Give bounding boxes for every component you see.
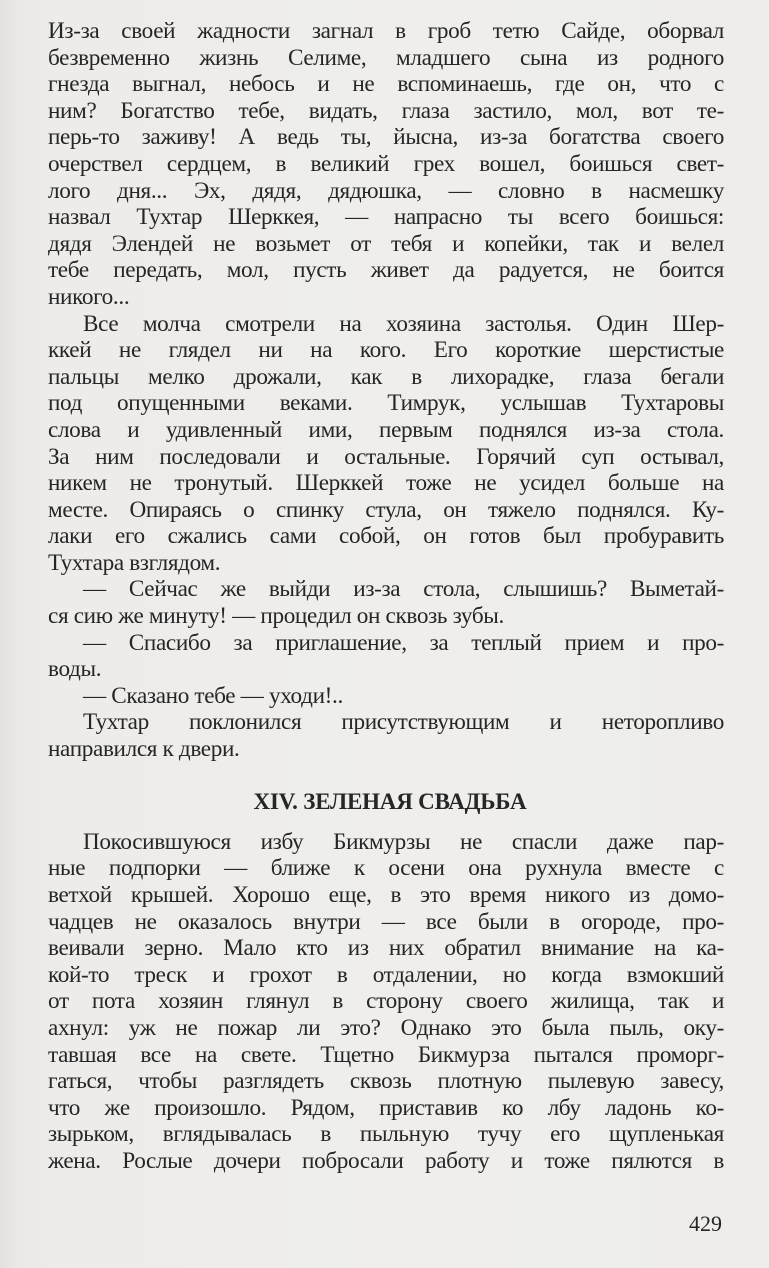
text-line: никого...	[48, 283, 130, 310]
text-line: гаться, чтобы разглядеть сквозь плотную пылевую завесу,	[48, 1068, 724, 1095]
text-line: ся сию же минуту! — процедил он сквозь зубы.	[48, 603, 504, 630]
text-line: Все молча смотрели на хозяина застолья. Один Шер-	[83, 310, 724, 337]
text-line: безвременно жизнь Селиме, младшего сына из родного	[48, 44, 724, 71]
text-line: ветхой крышей. Хорошо еще, в это время никого из домо-	[48, 882, 724, 908]
text-line: Покосившуюся избу Бикмурзы не спасли даже пар-	[83, 828, 724, 855]
text-line: Из-за своей жадности загнал в гроб тетю Сайде, оборвал	[48, 18, 724, 44]
chapter-heading: XIV. ЗЕЛЕНАЯ СВАДЬБА	[253, 789, 527, 815]
text-line: чадцев не оказалось внутри — все были в огороде, про-	[48, 908, 724, 935]
text-line: назвал Тухтар Шерккея, — напрасно ты всего боишься:	[48, 204, 724, 231]
text-line: лого дня... Эх, дядя, дядюшка, — словно в насмешку	[48, 177, 724, 204]
text-line: дядя Элендей не возьмет от тебя и копейки, так и велел	[48, 230, 724, 257]
text-line: — Сейчас же выйди из-за стола, слышишь? Выметай-	[83, 576, 724, 603]
text-line: месте. Опираясь о спинку стула, он тяжело поднялся. Ку-	[48, 496, 724, 523]
text-line: слова и удивленный ими, первым поднялся из-за стола.	[48, 416, 724, 443]
page-number: 429	[689, 1211, 722, 1236]
text-line: никем не тронутый. Шерккей тоже не усидел больше на	[48, 470, 724, 497]
text-line: зырьком, вглядывалась в пыльную тучу его щупленькая	[48, 1121, 724, 1148]
text-line: очерствел сердцем, в великий грех вошел, боишься свет-	[48, 150, 724, 177]
text-line: что же произошло. Рядом, приставив ко лбу ладонь ко-	[48, 1094, 724, 1121]
text-line: лаки его сжались сами собой, он готов был пробуравить	[48, 523, 724, 550]
text-before-heading	[48, 18, 724, 763]
text-line: тавшая все на свете. Тщетно Бикмурза пытался проморг-	[48, 1041, 724, 1068]
text-line: кой-то треск и грохот в отдалении, но когда взмокший	[48, 961, 724, 988]
text-line: ахнул: уж не пожар ли это? Однако это была пыль, оку-	[48, 1014, 724, 1041]
text-line: направился к двери.	[48, 736, 240, 763]
text-line: ккей не глядел ни на кого. Его короткие шерстистые	[48, 337, 724, 364]
text-line: под опущенными веками. Тимрук, услышав Тухтаровы	[48, 390, 724, 417]
text-line: Тухтара взглядом.	[48, 549, 221, 576]
text-line: За ним последовали и остальные. Горячий суп остывал,	[48, 443, 724, 470]
text-line: жена. Рослые дочери побросали работу и тоже пялются в	[48, 1147, 724, 1174]
text-line: тебе передать, мол, пусть живет да радуется, не боится	[48, 257, 724, 284]
text-line: — Спасибо за приглашение, за теплый прием и про-	[83, 629, 724, 656]
text-line: веивали зерно. Мало кто из них обратил внимание на ка-	[48, 935, 724, 962]
text-line: — Сказано тебе — уходи!..	[83, 682, 343, 709]
text-line: перь-то заживу! А ведь ты, йысна, из-за богатства своего	[48, 124, 724, 151]
text-after-heading	[48, 829, 724, 1175]
text-line: гнезда выгнал, небось и не вспоминаешь, где он, что с	[48, 71, 724, 98]
text-line: воды.	[48, 656, 102, 683]
text-line: ные подпорки — ближе к осени она рухнула вместе с	[48, 855, 724, 882]
page-text-block	[48, 18, 724, 1175]
text-line: пальцы мелко дрожали, как в лихорадке, глаза бегали	[48, 363, 724, 390]
text-line: ним? Богатство тебе, видать, глаза застило, мол, вот те-	[48, 97, 724, 124]
text-line: Тухтар поклонился присутствующим и неторопливо	[83, 709, 724, 736]
text-line: от пота хозяин глянул в сторону своего жилища, так и	[48, 988, 724, 1015]
